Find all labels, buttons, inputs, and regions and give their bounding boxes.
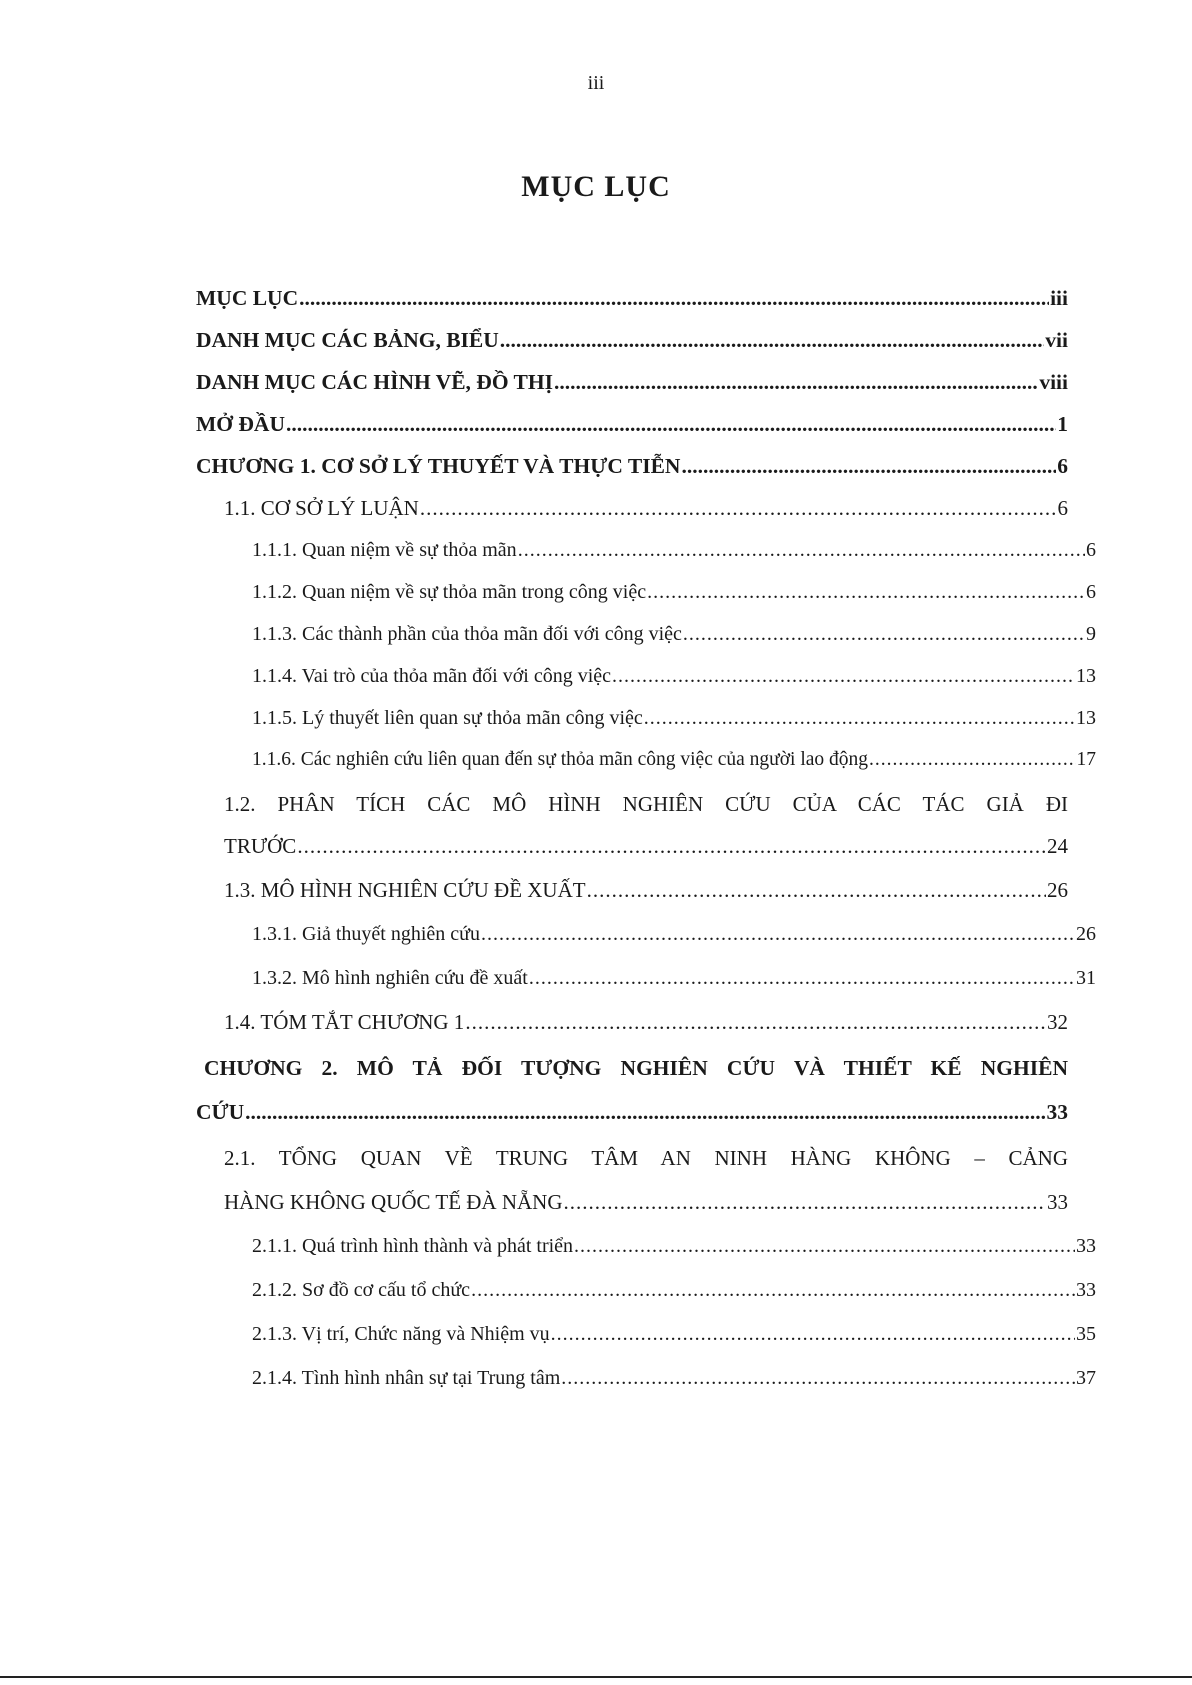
toc-entry-page: 33: [1076, 1235, 1096, 1257]
toc-entry[interactable]: [196, 322, 1068, 358]
toc-entry[interactable]: [252, 532, 1096, 568]
toc-entry-text: MỤC LỤC: [196, 286, 299, 310]
toc-entry-text: 1.1.1. Quan niệm về sự thỏa mãn: [252, 539, 517, 561]
toc-entry[interactable]: [252, 742, 1096, 778]
toc-entry[interactable]: [252, 1360, 1096, 1396]
toc-entry-text: 1.3.1. Giả thuyết nghiên cứu: [252, 923, 481, 945]
page-number: iii: [587, 72, 605, 94]
toc-entry[interactable]: [224, 490, 1068, 526]
toc-entry-line1[interactable]: 2.1. TỔNG QUAN VỀ TRUNG TÂM AN NINH HÀNG KHÔNG – CẢNG: [224, 1146, 1068, 1170]
toc-entry-page: 37: [1076, 1367, 1096, 1389]
toc-leader-dots: [647, 574, 1085, 610]
toc-entry-text: 2.1.4. Tình hình nhân sự tại Trung tâm: [252, 1367, 561, 1389]
toc-leader-dots: [299, 280, 1049, 316]
toc-entry[interactable]: [252, 700, 1096, 736]
toc-entry-text: 1.3. MÔ HÌNH NGHIÊN CỨU ĐỀ XUẤT: [224, 878, 586, 902]
toc-entry[interactable]: [196, 406, 1068, 442]
toc-entry-page: 26: [1076, 923, 1096, 945]
toc-entry-page: 24: [1047, 834, 1068, 858]
toc-entry[interactable]: [224, 828, 1068, 864]
toc-entry-text: MỞ ĐẦU: [196, 412, 285, 436]
toc-leader-dots: [551, 1316, 1075, 1352]
toc-entry[interactable]: [252, 658, 1096, 694]
toc-entry[interactable]: [196, 280, 1068, 316]
toc-leader-dots: [561, 1360, 1075, 1396]
toc-entry-page: 13: [1076, 707, 1096, 729]
toc-leader-dots: [518, 532, 1085, 568]
toc-entry-page: 9: [1086, 623, 1096, 645]
toc-entry-text: 2.1.3. Vị trí, Chức năng và Nhiệm vụ: [252, 1323, 550, 1345]
toc-leader-dots: [529, 960, 1075, 996]
document-title: MỤC LỤC: [521, 170, 671, 203]
toc-entry-text: 1.1.2. Quan niệm về sự thỏa mãn trong công việc: [252, 581, 647, 603]
toc-leader-dots: [297, 828, 1046, 864]
toc-entry-text: 1.3.2. Mô hình nghiên cứu đề xuất: [252, 967, 528, 989]
toc-leader-dots: [587, 872, 1046, 908]
toc-entry-text: TRƯỚC: [224, 834, 297, 858]
toc-leader-dots: [681, 448, 1056, 484]
toc-entry[interactable]: [224, 1184, 1068, 1220]
toc-entry-text: HÀNG KHÔNG QUỐC TẾ ĐÀ NẴNG: [224, 1190, 563, 1214]
toc-entry[interactable]: [252, 574, 1096, 610]
toc-entry-page: vii: [1045, 328, 1068, 352]
toc-entry-text: 1.1.4. Vai trò của thỏa mãn đối với công việc: [252, 665, 612, 687]
toc-entry-line1[interactable]: CHƯƠNG 2. MÔ TẢ ĐỐI TƯỢNG NGHIÊN CỨU VÀ THIẾT KẾ NGHIÊN: [204, 1056, 1068, 1080]
toc-leader-dots: [644, 700, 1075, 736]
toc-entry-page: 13: [1076, 665, 1096, 687]
toc-entry-page: 26: [1047, 878, 1068, 902]
toc-entry-text: CHƯƠNG 1. CƠ SỞ LÝ THUYẾT VÀ THỰC TIỄN: [196, 454, 681, 478]
toc-entry-page: 6: [1086, 581, 1096, 603]
toc-leader-dots: [500, 322, 1045, 358]
toc-entry[interactable]: [196, 1094, 1068, 1130]
toc-entry-page: iii: [1050, 286, 1068, 310]
toc-leader-dots: [564, 1184, 1046, 1220]
toc-entry-text: 1.4. TÓM TẮT CHƯƠNG 1: [224, 1010, 465, 1034]
toc-entry[interactable]: [224, 872, 1068, 908]
toc-entry-page: 31: [1076, 967, 1096, 989]
toc-leader-dots: [481, 916, 1075, 952]
toc-entry-text: 1.1.3. Các thành phần của thỏa mãn đối với công việc: [252, 623, 682, 645]
toc-entry-page: 1: [1057, 412, 1068, 436]
toc-entry-page: 6: [1057, 496, 1068, 520]
toc-entry-page: 33: [1047, 1190, 1068, 1214]
toc-entry[interactable]: [252, 1316, 1096, 1352]
page-bottom-border: [0, 1676, 1192, 1678]
toc-entry[interactable]: [196, 448, 1068, 484]
toc-leader-dots: [574, 1228, 1075, 1264]
toc-entry-page: 6: [1086, 539, 1096, 561]
toc-entry-text: DANH MỤC CÁC HÌNH VẼ, ĐỒ THỊ: [196, 370, 553, 394]
toc-entry-page: 33: [1076, 1279, 1096, 1301]
toc-entry-page: 35: [1076, 1323, 1096, 1345]
toc-entry-text: 2.1.1. Quá trình hình thành và phát triển: [252, 1235, 574, 1257]
toc-entry-page: viii: [1039, 370, 1068, 394]
toc-leader-dots: [554, 364, 1038, 400]
toc-entry[interactable]: [252, 1228, 1096, 1264]
toc-entry[interactable]: [196, 364, 1068, 400]
toc-entry-page: 32: [1047, 1010, 1068, 1034]
toc-entry-text: DANH MỤC CÁC BẢNG, BIỂU: [196, 328, 499, 352]
toc-leader-dots: [465, 1004, 1046, 1040]
toc-entry[interactable]: [252, 916, 1096, 952]
toc-entry-text: CỨU: [196, 1100, 245, 1124]
toc-entry-line1[interactable]: 1.2. PHÂN TÍCH CÁC MÔ HÌNH NGHIÊN CỨU CỦA CÁC TÁC GIẢ ĐI: [224, 792, 1068, 816]
toc-entry-page: 33: [1046, 1100, 1068, 1124]
toc-entry-text: 2.1.2. Sơ đồ cơ cấu tổ chức: [252, 1279, 471, 1301]
toc-leader-dots: [683, 616, 1085, 652]
toc-leader-dots: [286, 406, 1056, 442]
toc-leader-dots: [245, 1094, 1045, 1130]
toc-entry[interactable]: [224, 1004, 1068, 1040]
toc-entry[interactable]: [252, 1272, 1096, 1308]
toc-entry[interactable]: [252, 960, 1096, 996]
toc-leader-dots: [869, 742, 1075, 778]
toc-entry-text: 1.1. CƠ SỞ LÝ LUẬN: [224, 496, 419, 520]
toc-entry-page: 6: [1057, 454, 1068, 478]
toc-leader-dots: [612, 658, 1075, 694]
toc-leader-dots: [471, 1272, 1075, 1308]
toc-leader-dots: [420, 490, 1057, 526]
toc-entry-page: 17: [1076, 749, 1096, 770]
toc-entry-text: 1.1.6. Các nghiên cứu liên quan đến sự thỏa mãn công việc của người lao động: [252, 749, 869, 770]
toc-entry[interactable]: [252, 616, 1096, 652]
toc-entry-text: 1.1.5. Lý thuyết liên quan sự thỏa mãn công việc: [252, 707, 643, 729]
